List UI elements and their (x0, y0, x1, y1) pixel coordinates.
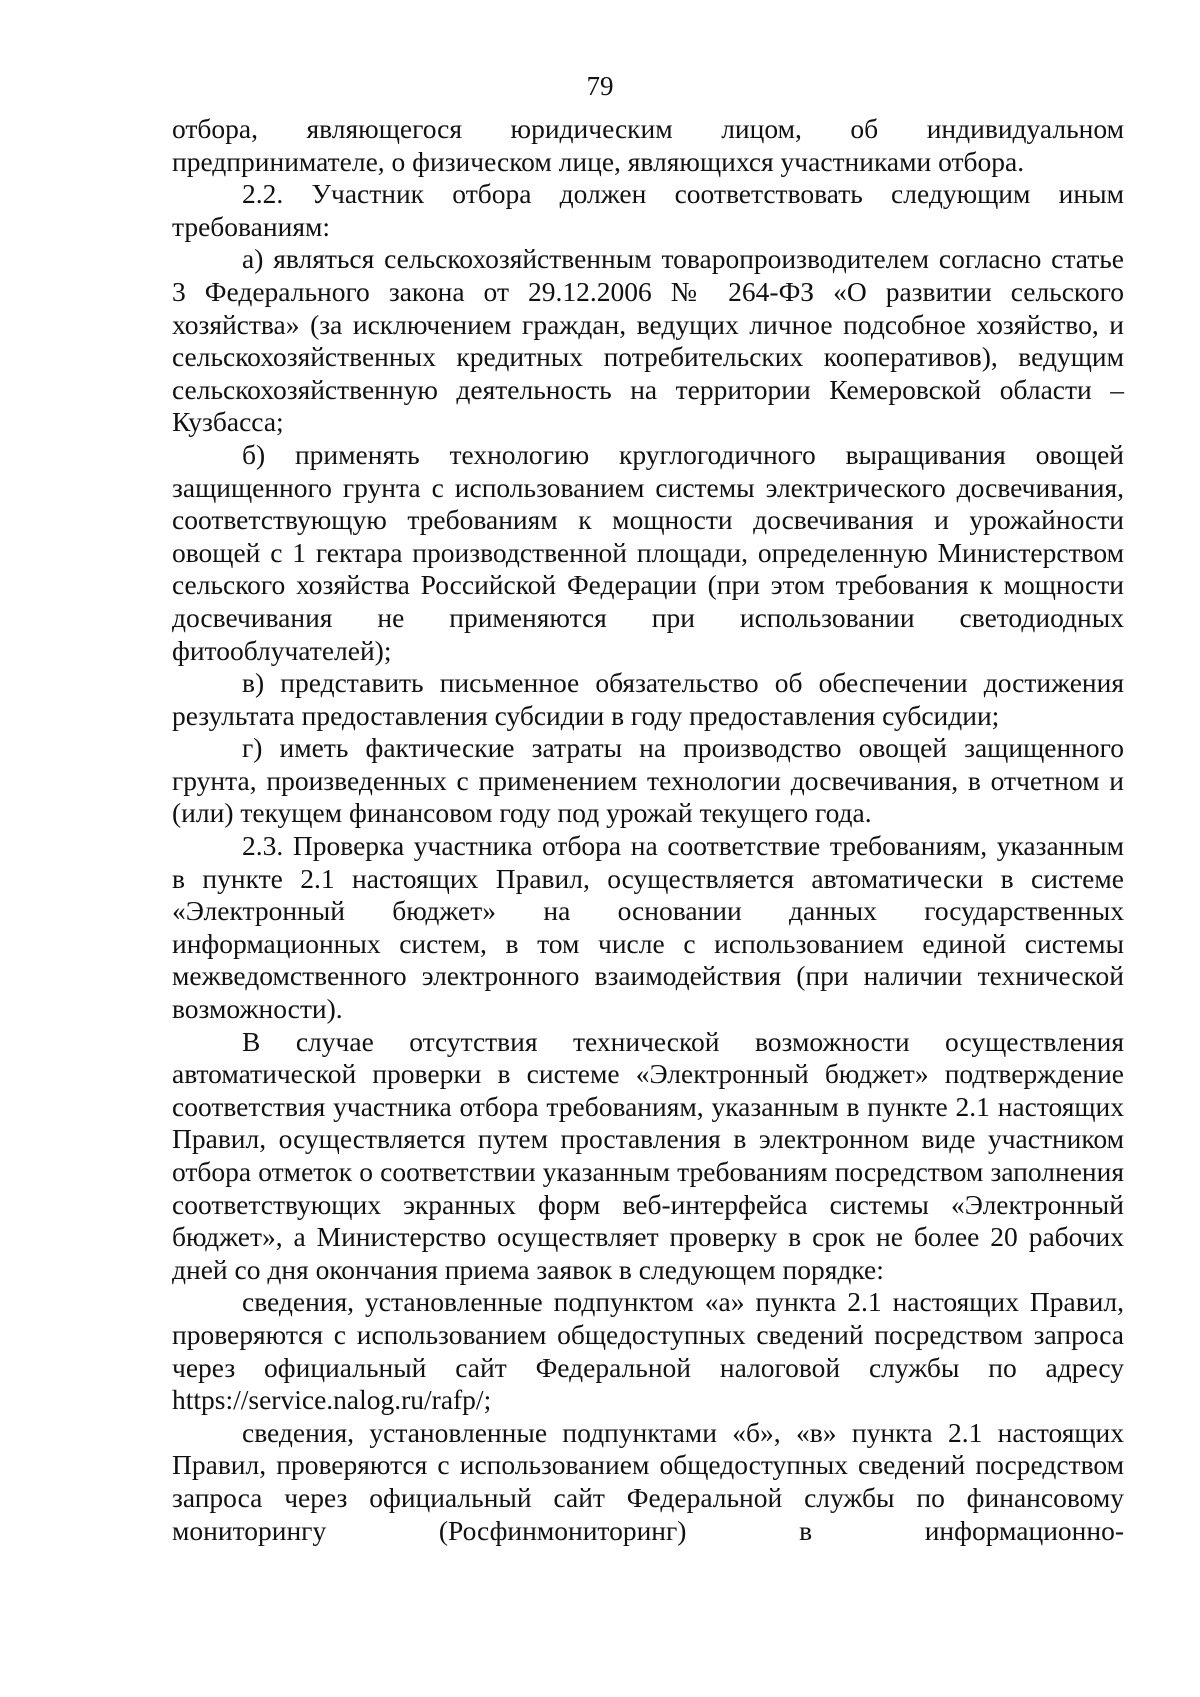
paragraph-subitem-a-check: сведения, установленные подпунктом «а» пункта 2.1 настоящих Правил, проверяются с использованием общедоступных сведений посредством запроса через официальный сайт Федеральной налоговой службы по адресу https://service.nalog.ru/rafp/; (172, 1286, 1124, 1416)
paragraph-subitems-b-v-check: сведения, установленные подпунктами «б», «в» пункта 2.1 настоящих Правил, проверяются с использованием общедоступных сведений посредством запроса через официальный сайт Федеральной службы по финансовому мониторингу (Росфинмониторинг) в информационно- (172, 1416, 1124, 1546)
paragraph-clause-2-2: 2.2. Участник отбора должен соответствовать следующим иным требованиям: (172, 178, 1124, 242)
paragraph-no-technical-possibility: В случае отсутствия технической возможности осуществления автоматической проверки в системе «Электронный бюджет» подтверждение соответствия участника отбора требованиям, указанным в пункте 2.1 настоящих Правил, осуществляется путем проставления в электронном виде участником отбора отметок о соответствии указанным требованиям посредством заполнения соответствующих экранных форм веб-интерфейса системы «Электронный бюджет», а Министерство осуществляет проверку в срок не более 20 рабочих дней со дня окончания приема заявок в следующем порядке: (172, 1025, 1124, 1285)
paragraph-continuation: отбора, являющегося юридическим лицом, об индивидуальном предпринимателе, о физическом лице, являющихся участниками отбора. (172, 113, 1124, 177)
paragraph-item-g: г) иметь фактические затраты на производство овощей защищенного грунта, произведенных с применением технологии досвечивания, в отчетном и (или) текущем финансовом году под урожай текущего года. (172, 732, 1124, 829)
paragraph-item-a: а) являться сельскохозяйственным товаропроизводителем согласно статье 3 Федерального закона от 29.12.2006 № 264-ФЗ «О развитии сельского хозяйства» (за исключением граждан, ведущих личное подсобное хозяйство, и сельскохозяйственных кредитных потребительских кооперативов), ведущим сельскохозяйственную деятельность на территории Кемеровской области – Кузбасса; (172, 243, 1124, 438)
document-body (172, 113, 1124, 1547)
paragraph-clause-2-3: 2.3. Проверка участника отбора на соответствие требованиям, указанным в пункте 2.1 настоящих Правил, осуществляется автоматически в системе «Электронный бюджет» на основании данных государственных информационных систем, в том числе с использованием единой системы межведомственного электронного взаимодействия (при наличии технической возможности). (172, 830, 1124, 1025)
page-number: 79 (586, 71, 614, 101)
paragraph-item-v: в) представить письменное обязательство об обеспечении достижения результата предоставления субсидии в году предоставления субсидии; (172, 667, 1124, 731)
paragraph-item-b: б) применять технологию круглогодичного выращивания овощей защищенного грунта с использованием системы электрического досвечивания, соответствующую требованиям к мощности досвечивания и урожайности овощей с 1 гектара производственной площади, определенную Министерством сельского хозяйства Российской Федерации (при этом требования к мощности досвечивания не применяются при использовании светодиодных фитооблучателей); (172, 438, 1124, 666)
